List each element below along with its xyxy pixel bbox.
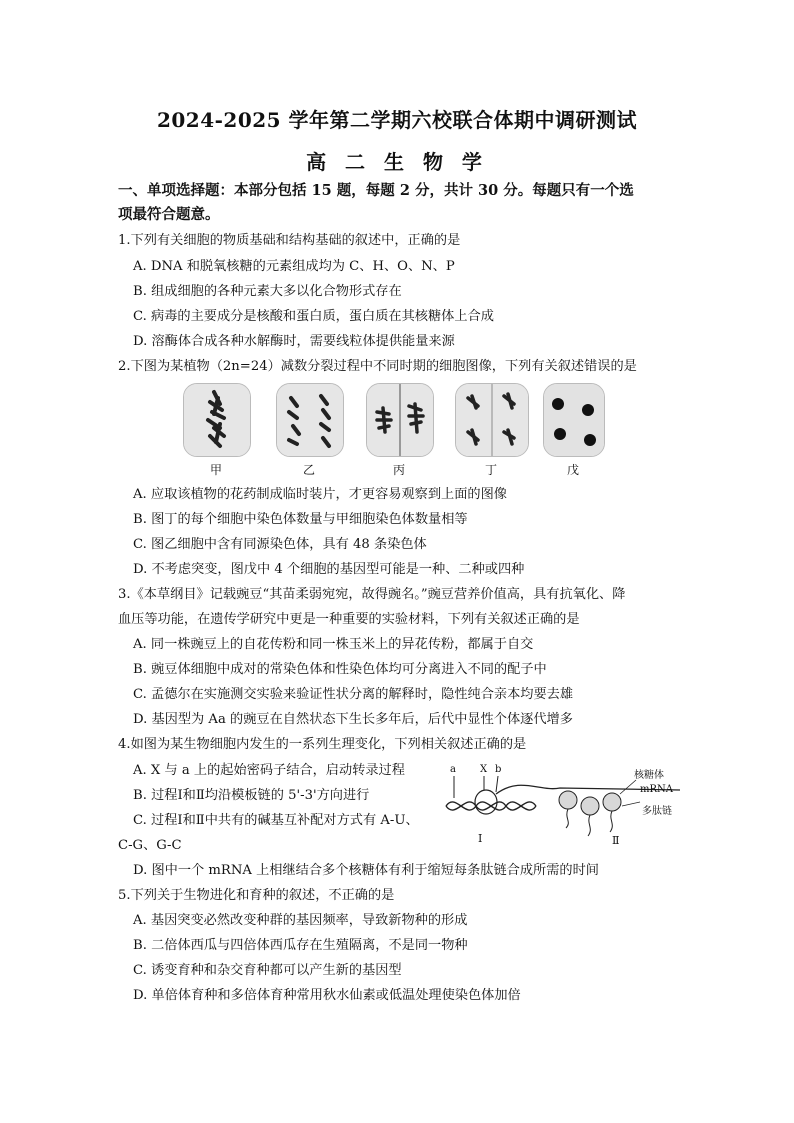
exam-subject: 高 二 生 物 学: [306, 150, 488, 174]
question-3-stem: 3.《本草纲目》记载豌豆“其苗柔弱宛宛，故得豌名。”豌豆营养价值高，具有抗氧化、降: [118, 587, 626, 602]
cell-image-yi: [276, 383, 344, 457]
diagram-label-b: b: [495, 764, 502, 775]
cell-image-wu: [543, 383, 605, 457]
cell-bing-chromosomes: [367, 384, 433, 456]
diagram-label-mrna: mRNA: [640, 784, 673, 795]
question-4-option-a: A. X 与 a 上的起始密码子结合，启动转录过程: [133, 763, 405, 778]
exam-title: 2024-2025 学年第二学期六校联合体期中调研测试: [156, 108, 638, 132]
question-1-option-c: C. 病毒的主要成分是核酸和蛋白质，蛋白质在其核糖体上合成: [133, 309, 494, 324]
question-2-option-d: D. 不考虑突变，图戊中 4 个细胞的基因型可能是一种、二种或四种: [133, 562, 525, 577]
question-3-option-d: D. 基因型为 Aa 的豌豆在自然状态下生长多年后，后代中显性个体逐代增多: [133, 712, 573, 727]
question-4-option-c: C. 过程Ⅰ和Ⅱ中共有的碱基互补配对方式有 A-U、: [133, 813, 419, 828]
question-3-option-c: C. 孟德尔在实施测交实验来验证性状分离的解释时，隐性纯合亲本均要去雄: [133, 687, 574, 702]
cell-wu-nuclei: [544, 384, 604, 456]
question-2-option-c: C. 图乙细胞中含有同源染色体，具有 48 条染色体: [133, 537, 427, 552]
diagram-label-a: a: [450, 764, 456, 775]
figure-label-wu: 戊: [566, 463, 579, 477]
question-1-stem: 1.下列有关细胞的物质基础和结构基础的叙述中，正确的是: [118, 233, 461, 248]
question-5-option-b: B. 二倍体西瓜与四倍体西瓜存在生殖隔离，不是同一物种: [133, 938, 468, 953]
figure-label-ding: 丁: [484, 463, 497, 477]
question-3-stem-cont: 血压等功能，在遗传学研究中更是一种重要的实验材料，下列有关叙述正确的是: [118, 612, 580, 627]
question-1-option-a: A. DNA 和脱氧核糖的元素组成均为 C、H、O、N、P: [133, 259, 455, 274]
question-2-option-b: B. 图丁的每个细胞中染色体数量与甲细胞染色体数量相等: [133, 512, 468, 527]
diagram-label-ribosome: 核糖体: [634, 770, 664, 781]
question-1-option-d: D. 溶酶体合成各种水解酶时，需要线粒体提供能量来源: [133, 334, 455, 349]
diagram-label-x: X: [480, 764, 488, 775]
cell-image-ding: [455, 383, 529, 457]
question-3-option-a: A. 同一株豌豆上的自花传粉和同一株玉米上的异花传粉，都属于自交: [133, 637, 534, 652]
question-5-option-c: C. 诱变育种和杂交育种都可以产生新的基因型: [133, 963, 402, 978]
question-5-option-d: D. 单倍体育种和多倍体育种常用秋水仙素或低温处理使染色体加倍: [133, 988, 521, 1003]
section-heading-cont: 项最符合题意。: [118, 206, 220, 223]
question-4-option-c-cont: C-G、G-C: [118, 838, 182, 853]
diagram-label-process-2: Ⅱ: [612, 834, 620, 847]
figure-label-yi: 乙: [302, 463, 315, 477]
transcription-translation-diagram: [440, 762, 700, 850]
question-3-option-b: B. 豌豆体细胞中成对的常染色体和性染色体均可分离进入不同的配子中: [133, 662, 547, 677]
question-1-option-b: B. 组成细胞的各种元素大多以化合物形式存在: [133, 284, 402, 299]
cell-image-bing: [366, 383, 434, 457]
question-5-option-a: A. 基因突变必然改变种群的基因频率，导致新物种的形成: [133, 913, 468, 928]
question-4-option-b: B. 过程Ⅰ和Ⅱ均沿模板链的 5'-3'方向进行: [133, 788, 370, 803]
question-4-stem: 4.如图为某生物细胞内发生的一系列生理变化，下列相关叙述正确的是: [118, 737, 527, 752]
question-2-stem: 2.下图为某植物（2n=24）减数分裂过程中不同时期的细胞图像，下列有关叙述错误的是: [118, 359, 637, 374]
question-5-stem: 5.下列关于生物进化和育种的叙述，不正确的是: [118, 888, 395, 903]
cell-yi-chromosomes: [277, 384, 343, 456]
section-heading: 一、单项选择题：本部分包括 15 题，每题 2 分，共计 30 分。每题只有一个选: [118, 182, 634, 199]
cell-image-jia: [183, 383, 251, 457]
diagram-label-process-1: Ⅰ: [478, 832, 483, 845]
question-2-option-a: A. 应取该植物的花药制成临时装片，才更容易观察到上面的图像: [133, 487, 507, 502]
cell-ding-chromosomes: [456, 384, 528, 456]
figure-label-jia: 甲: [209, 463, 222, 477]
meiosis-figure-set: [183, 383, 603, 478]
diagram-label-peptide: 多肽链: [642, 806, 672, 817]
question-4-option-d: D. 图中一个 mRNA 上相继结合多个核糖体有利于缩短每条肽链合成所需的时间: [133, 863, 599, 878]
figure-label-bing: 丙: [392, 463, 405, 477]
cell-jia-chromosomes: [184, 384, 250, 456]
